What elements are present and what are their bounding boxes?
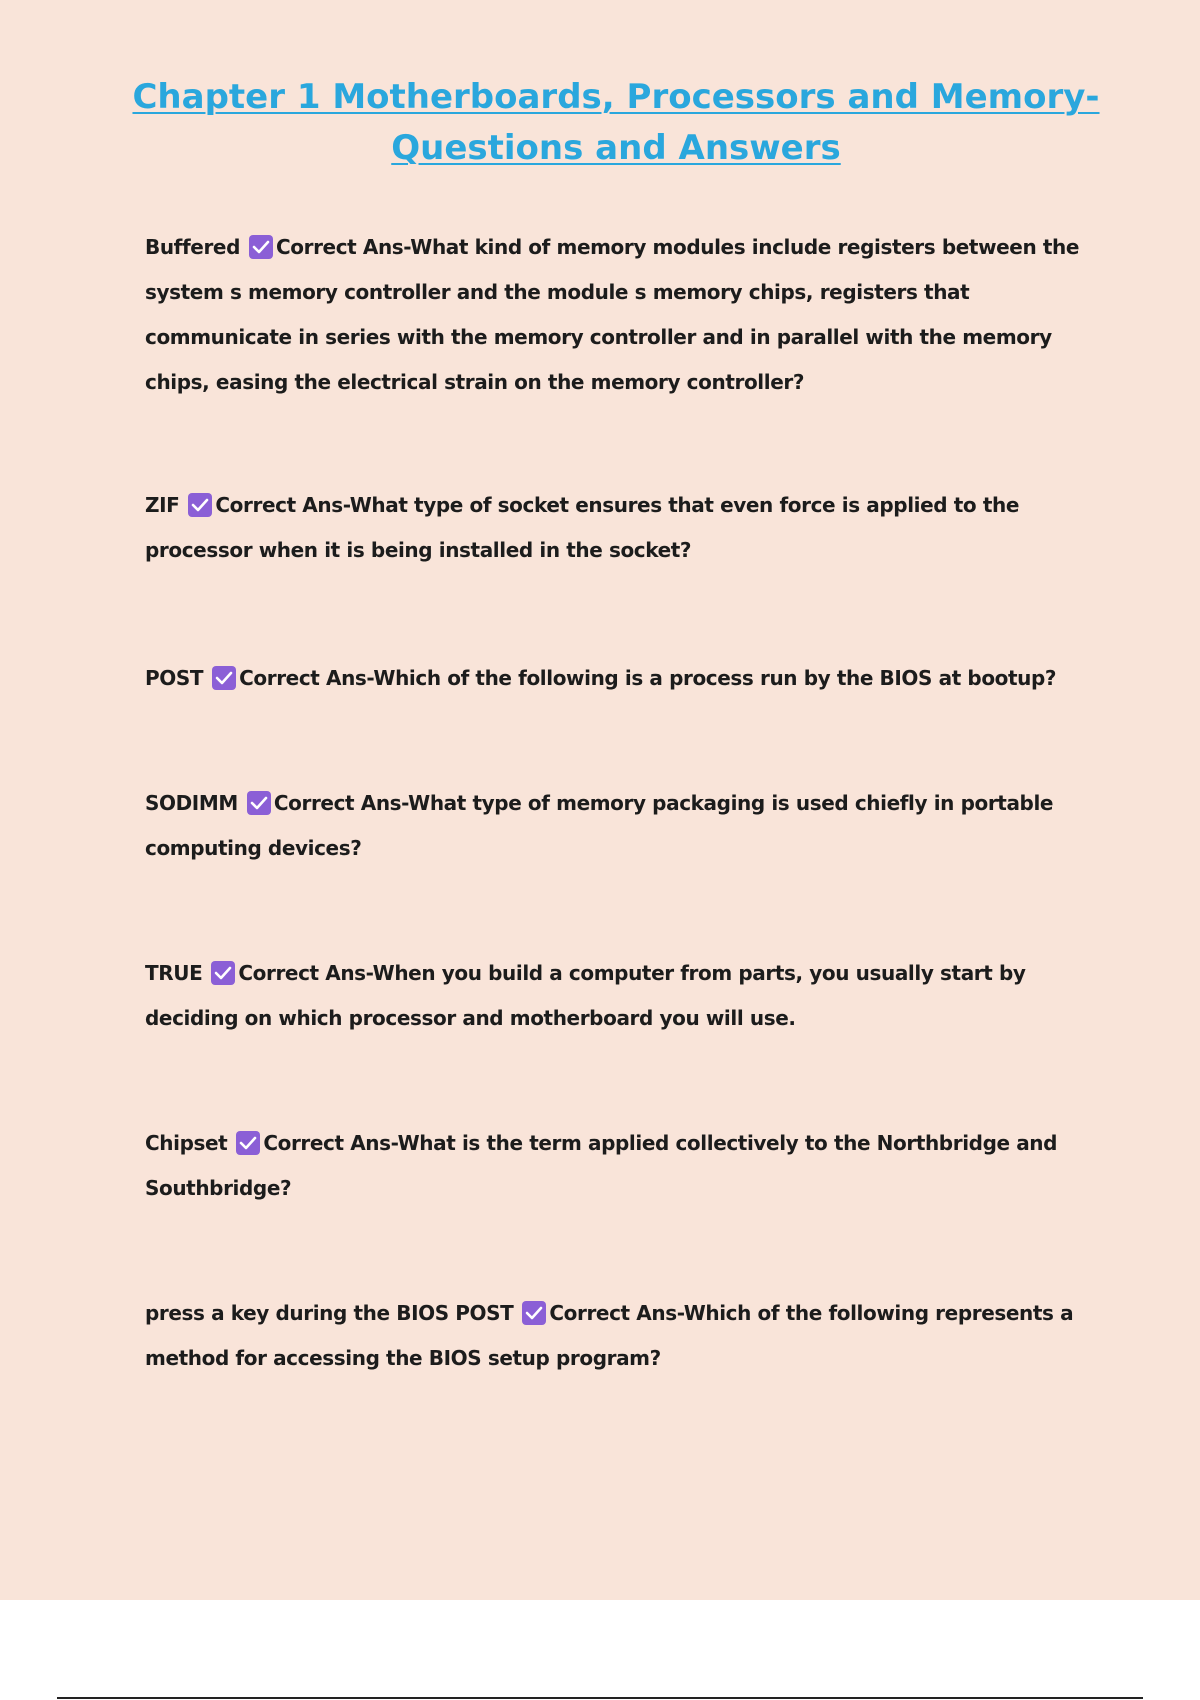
answer-term: POST [145,666,204,690]
footer-divider [57,1697,1143,1699]
checkbox-checked-icon [247,791,271,815]
question-text: Correct Ans-What type of socket ensures that even force is applied to the processor when it is being installed in the socket? [145,493,1019,562]
qa-item [145,1121,1095,1211]
qa-item [145,781,1095,871]
checkbox-checked-icon [249,235,273,259]
question-text: Correct Ans-What is the term applied collectively to the Northbridge and Southbridge? [145,1131,1058,1200]
page-title: Chapter 1 Motherboards, Processors and Memory- Questions and Answers [132,77,1100,168]
checkbox-checked-icon [522,1301,546,1325]
qa-item [145,656,1095,701]
checkbox-checked-icon [188,493,212,517]
qa-item [145,951,1095,1041]
question-text: Correct Ans-What type of memory packaging is used chiefly in portable computing devices? [145,791,1054,860]
qa-item [145,483,1095,573]
checkbox-checked-icon [236,1131,260,1155]
question-text: Correct Ans-When you build a computer from parts, you usually start by deciding on which processor and motherboard you will use. [145,961,1026,1030]
answer-term: SODIMM [145,791,238,815]
answer-term: Chipset [145,1131,228,1155]
checkbox-checked-icon [211,961,235,985]
checkbox-checked-icon [212,666,236,690]
answer-term: Buffered [145,235,240,259]
question-text: Correct Ans-Which of the following is a process run by the BIOS at bootup? [239,666,1057,690]
answer-term: TRUE [145,961,203,985]
answer-term: ZIF [145,493,180,517]
question-text: Correct Ans-What kind of memory modules include registers between the system s memory controller and the module s memory chips, registers that communicate in series with the memory controller and in parallel with the memory chips, easing the electrical strain on the memory controller? [145,235,1080,394]
qa-item [145,225,1095,405]
qa-item [145,1291,1095,1381]
answer-term: press a key during the BIOS POST [145,1301,514,1325]
question-text: Correct Ans-Which of the following represents a method for accessing the BIOS setup program? [145,1301,1074,1370]
